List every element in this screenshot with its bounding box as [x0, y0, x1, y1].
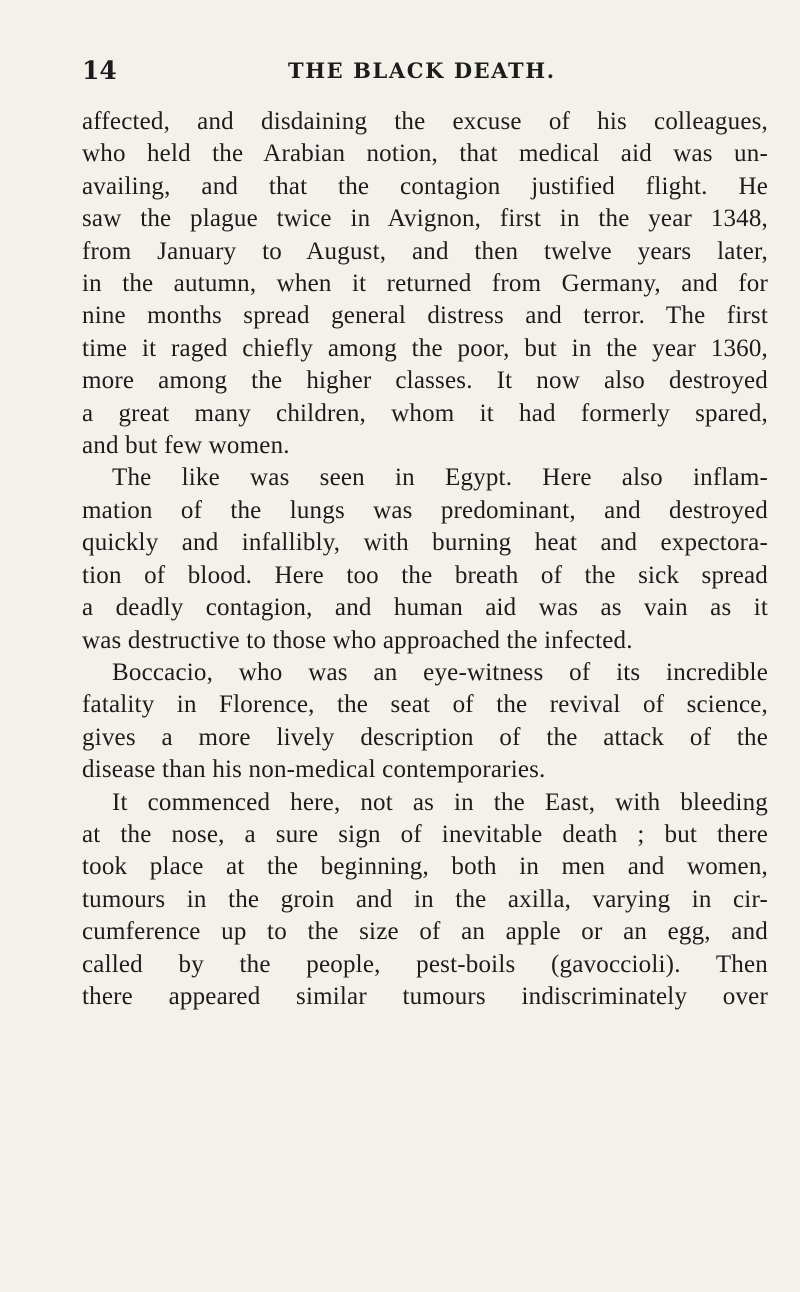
text-line: a deadly contagion, and human aid was as vain as it — [82, 594, 768, 622]
text-line: tumours in the groin and in the axilla, varying in cir- — [82, 885, 768, 913]
text-line: and but few women. — [82, 432, 290, 460]
text-line: called by the people, pest-boils (gavoccioli). Then — [82, 950, 768, 978]
text-line: took place at the beginning, both in men and women, — [82, 853, 768, 881]
text-line: fatality in Florence, the seat of the revival of science, — [82, 691, 768, 719]
text-line: who held the Arabian notion, that medical aid was un- — [82, 140, 768, 168]
page-number: 14 — [82, 56, 117, 85]
text-line: at the nose, a sure sign of inevitable death ; but there — [82, 820, 768, 848]
text-line: there appeared similar tumours indiscriminately over — [82, 982, 768, 1010]
text-line: cumference up to the size of an apple or an egg, and — [82, 918, 768, 946]
text-line: more among the higher classes. It now also destroyed — [82, 367, 768, 395]
text-line: was destructive to those who approached the infected. — [82, 626, 633, 654]
text-line: The like was seen in Egypt. Here also inflam- — [112, 464, 768, 492]
text-line: a great many children, whom it had formerly spared, — [82, 399, 768, 427]
text-line: in the autumn, when it returned from Germany, and for — [82, 270, 768, 298]
text-line: tion of blood. Here too the breath of the sick spread — [82, 561, 768, 589]
text-line: quickly and infallibly, with burning heat and expectora- — [82, 529, 768, 557]
text-line: affected, and disdaining the excuse of his colleagues, — [82, 108, 768, 135]
body-text — [82, 106, 768, 1013]
text-line: saw the plague twice in Avignon, first in the year 1348, — [82, 205, 768, 233]
text-line: nine months spread general distress and terror. The first — [82, 302, 768, 330]
running-title: THE BLACK DEATH. — [288, 58, 556, 83]
running-head — [82, 56, 770, 96]
text-line: time it raged chiefly among the poor, but in the year 1360, — [82, 334, 768, 362]
text-line: from January to August, and then twelve years later, — [82, 237, 768, 265]
text-line: availing, and that the contagion justified flight. He — [82, 172, 768, 200]
text-line: gives a more lively description of the attack of the — [82, 723, 768, 751]
text-line: Boccacio, who was an eye-witness of its incredible — [112, 658, 768, 686]
text-line: disease than his non-medical contemporaries. — [82, 756, 546, 784]
text-line: mation of the lungs was predominant, and destroyed — [82, 496, 768, 524]
text-line: It commenced here, not as in the East, with bleeding — [112, 788, 768, 816]
